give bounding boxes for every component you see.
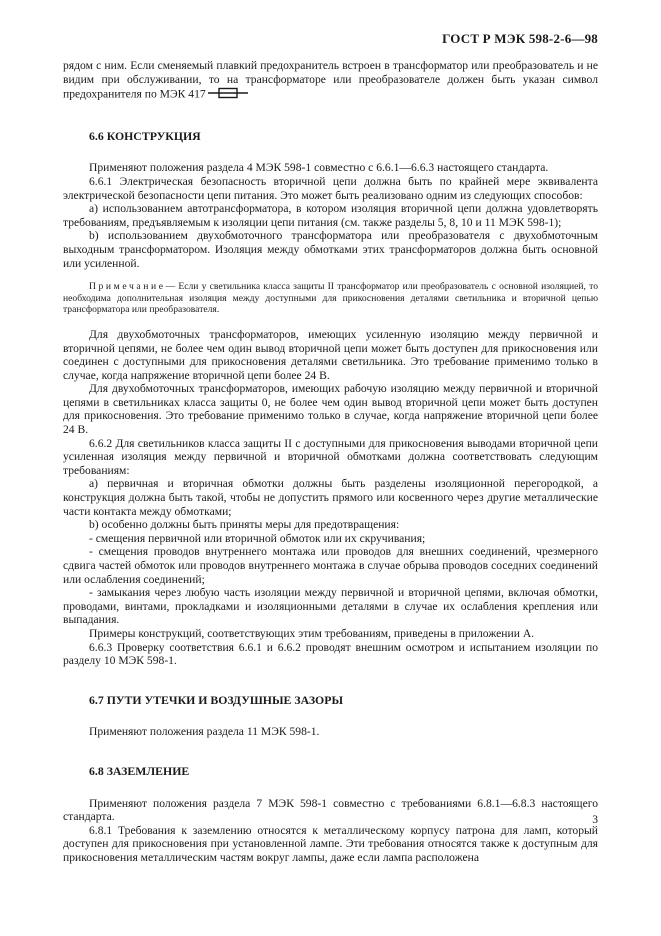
section-6-6-title: 6.6 КОНСТРУКЦИЯ <box>89 128 201 143</box>
clause-6-6-3: 6.6.3 Проверку соответствия 6.6.1 и 6.6.2 проводят внешним осмотром и испытанием изоляции по разделу 10 МЭК 598-1. <box>63 640 598 668</box>
paragraph-reinforced-insulation: Для двухобмоточных трансформаторов, имеющих усиленную изоляцию между первичной и вторичной цепями, не более чем один вывод вторичной цепи может быть доступен для прикосновения или соединен с доступными для прикосновения деталями светильника. Это требование применимо только в случае, когда напряжение вторичной цепи более 24 В. <box>63 327 598 382</box>
clause-6-8-1: 6.8.1 Требования к заземлению относятся к металлическому корпусу патрона для ламп, который доступен для прикосновения при установленной лампе. Эти требования относятся также к доступным для прикосновения металлическим частям вокруг лампы, даже если лампа расположена <box>63 823 598 864</box>
section-6-8-title: 6.8 ЗАЗЕМЛЕНИЕ <box>89 763 190 778</box>
section-6-6-paragraph: Применяют положения раздела 4 МЭК 598-1 совместно с 6.6.1—6.6.3 настоящего стандарта. <box>89 161 549 175</box>
clause-6-6-1: 6.6.1 Электрическая безопасность вторичной цепи должна быть по крайней мере эквивалента электрической безопасности цепи питания. Это может быть реализовано одним из следующих способов: <box>63 174 598 202</box>
list-item-a: а) использованием автотрансформатора, в котором изоляция вторичной цепи должна удовлетворять требованиям, предъявляемым к изоляции цепи питания (см. также разделы 5, 8, 10 и 11 МЭК 598-1); <box>63 202 598 229</box>
section-6-7-paragraph: Применяют положения раздела 11 МЭК 598-1. <box>89 725 320 739</box>
fuse-symbol-icon <box>208 86 248 104</box>
page-number: 3 <box>592 813 598 826</box>
dash-item-windings: - смещения первичной или вторичной обмоток или их скручивания; <box>89 531 426 545</box>
section-6-7-title: 6.7 ПУТИ УТЕЧКИ И ВОЗДУШНЫЕ ЗАЗОРЫ <box>89 692 344 707</box>
dash-item-shorting: - замыкания через любую часть изоляции между первичной и вторичной цепями, включая обмотки, проводами, винтами, прокладками и изоляционными деталями в случае их ослабления крепления или выпадания. <box>63 586 598 627</box>
intro-paragraph: рядом с ним. Если сменяемый плавкий предохранитель встроен в трансформатор или преобразователь и не видим при обслуживании, то на трансформаторе или преобразователе должен быть указан символ предохранителя по МЭК 417 <box>63 59 598 104</box>
note-paragraph: Примечание— Если у светильника класса защиты II трансформатор или преобразователь с основной изоляцией, то необходима дополнительная изоляция между доступными для прикосновения деталями светильника и вторичной цепью трансформатора или преобразователя. <box>63 281 598 316</box>
list-item-b: b) использованием двухобмоточного трансформатора или преобразователя с двухобмоточным выходным трансформатором. Изоляция между обмотками этих трансформаторов должна быть основной или усиленной. <box>63 229 598 270</box>
paragraph-working-insulation: Для двухобмоточных трансформаторов, имеющих рабочую изоляцию между первичной и вторичной цепями в светильниках класса защиты 0, не более чем один вывод вторичной цепи может быть доступен для прикосновения. Это требование применимо только в случае, когда напряжение вторичной цепи более 24 В. <box>63 382 598 437</box>
standard-code-header: ГОСТ Р МЭК 598-2-6—98 <box>442 31 598 46</box>
dash-item-wiring: - смещения проводов внутреннего монтажа или проводов для внешних соединений, чрезмерного сдвига частей обмоток или проводов внутреннего монтажа в случае обрыва проводов соседних соединений или ослабления соединений; <box>63 545 598 586</box>
clause-6-6-2: 6.6.2 Для светильников класса защиты II с доступными для прикосновения выводами вторичной цепи усиленная изоляция между первичной и вторичной обмотками должна соответствовать следующим требованиям: <box>63 436 598 477</box>
document-body <box>63 59 598 865</box>
paragraph-examples: Примеры конструкций, соответствующих этим требованиям, приведены в приложении А. <box>89 626 535 640</box>
list-item-b-measures: b) особенно должны быть приняты меры для предотвращения: <box>89 518 400 532</box>
list-item-a-windings: а) первичная и вторичная обмотки должны быть разделены изоляционной перегородкой, а конструкция должна быть такой, чтобы не допустить прямого или косвенного через другие металлические части контакта между обмотками; <box>63 477 598 518</box>
section-6-8-paragraph: Применяют положения раздела 7 МЭК 598-1 совместно с требованиями 6.8.1—6.8.3 настоящего стандарта. <box>63 796 598 824</box>
